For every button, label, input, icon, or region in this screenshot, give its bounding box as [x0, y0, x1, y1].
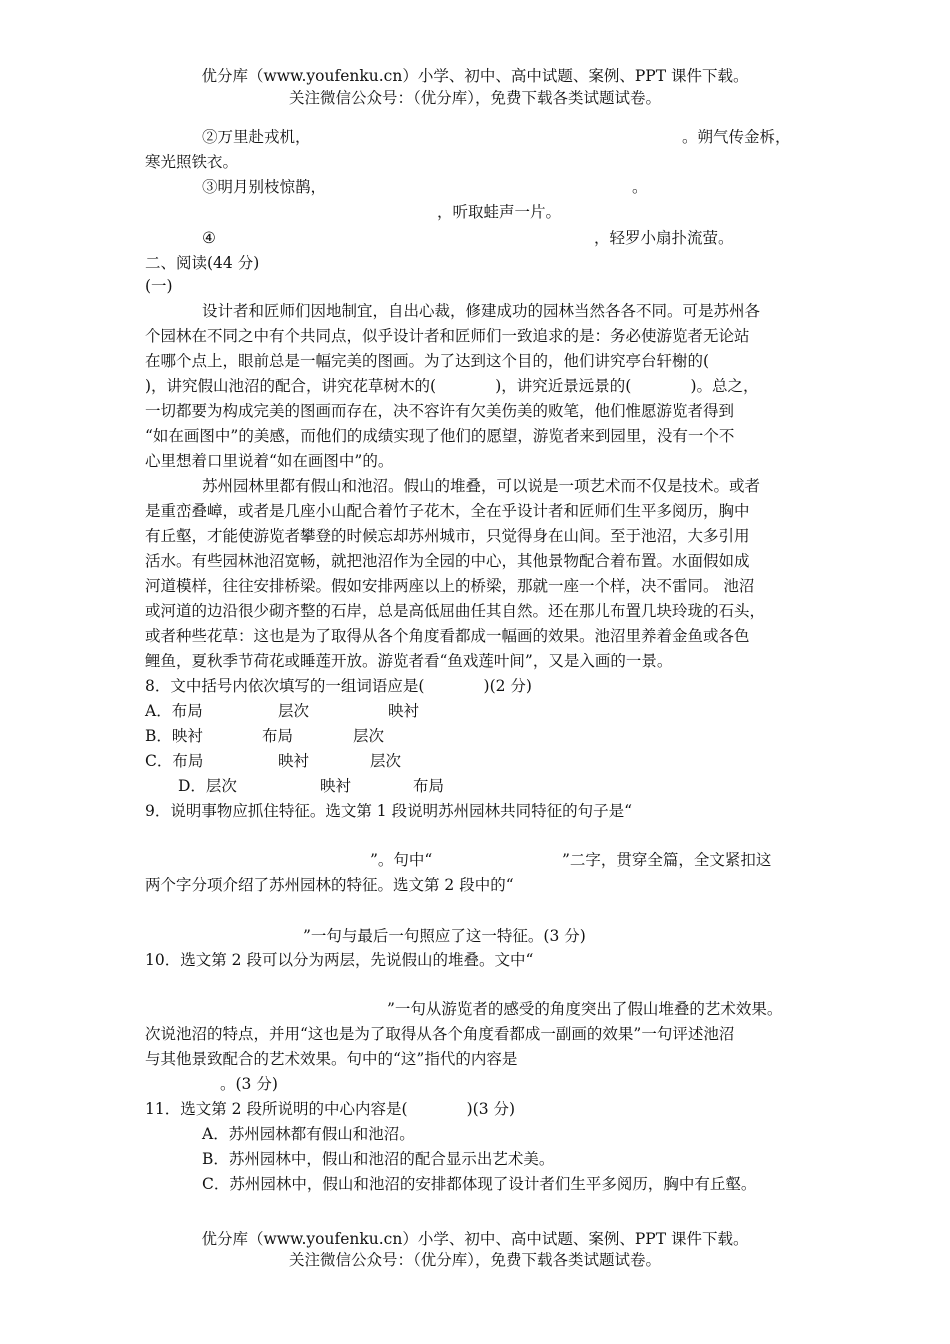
- q8-option-c-2: 映衬: [278, 752, 310, 770]
- q8-option-b-1: B．映衬: [145, 727, 203, 745]
- question-10-line: ”一句从游览者的感受的角度突出了假山堆叠的艺术效果。: [387, 1000, 783, 1018]
- passage-line: 一切都要为构成完美的图画而存在，决不容许有欠美伤美的败笔，他们惟愿游览者得到: [145, 402, 735, 420]
- question-9-line: 9．说明事物应抓住特征。选文第 1 段说明苏州园林共同特征的句子是“: [145, 802, 633, 820]
- poem-3-end: 。: [632, 178, 648, 196]
- q11-option-c: C．苏州园林中，假山和池沼的安排都体现了设计者们生平多阅历，胸中有丘壑。: [202, 1175, 757, 1193]
- poem-3-start: ③明月别枝惊鹊，: [202, 178, 327, 196]
- passage-line: 是重峦叠嶂，或者是几座小山配合着竹子花木，全在乎设计者和匠师们生平多阅历，胸中: [145, 502, 750, 520]
- q11-option-a: A．苏州园林都有假山和池沼。: [202, 1125, 415, 1143]
- q8-option-b-2: 布局: [262, 727, 294, 745]
- header-line-2: 关注微信公众号：（优分库），免费下载各类试题试卷。: [288, 89, 661, 107]
- poem-4-end: ，轻罗小扇扑流萤。: [594, 229, 734, 247]
- poem-3-cont: ，听取蛙声一片。: [437, 203, 562, 221]
- header-line-1: 优分库（www.youfenku.cn）小学、初中、高中试题、案例、PPT 课件下载。: [201, 67, 749, 85]
- q8-option-c-1: C．布局: [145, 752, 204, 770]
- question-9-line: ”一句与最后一句照应了这一特征。(3 分): [303, 927, 586, 945]
- q8-option-a-2: 层次: [278, 702, 310, 720]
- passage-line: 心里想着口里说着“如在画图中”的。: [145, 452, 394, 470]
- q8-option-d-3: 布局: [413, 777, 445, 795]
- footer-line-2: 关注微信公众号：（优分库），免费下载各类试题试卷。: [288, 1251, 661, 1269]
- q8-option-d-1: D．层次: [178, 777, 237, 795]
- passage-line: 在哪个点上，眼前总是一幅完美的图画。为了达到这个目的，他们讲究亭台轩榭的(: [145, 352, 710, 370]
- q8-option-d-2: 映衬: [320, 777, 352, 795]
- passage-line: 个园林在不同之中有个共同点，似乎设计者和匠师们一致追求的是：务必使游览者无论站: [145, 327, 750, 345]
- question-11-stem: 11．选文第 2 段所说明的中心内容是( )(3 分): [145, 1100, 516, 1118]
- passage-line: 有丘壑，才能使游览者攀登的时候忘却苏州城市，只觉得身在山间。至于池沼，大多引用: [145, 527, 750, 545]
- passage-line: 河道模样，往往安排桥梁。假如安排两座以上的桥梁，那就一座一个样，决不雷同。 池沼: [145, 577, 755, 595]
- q8-option-a-3: 映衬: [388, 702, 420, 720]
- passage-line: 设计者和匠师们因地制宜，自出心裁，修建成功的园林当然各各不同。可是苏州各: [202, 302, 761, 320]
- passage-line: 苏州园林里都有假山和池沼。假山的堆叠，可以说是一项艺术而不仅是技术。或者: [202, 477, 761, 495]
- q8-option-a-1: A．布局: [145, 702, 203, 720]
- poem-4-start: ④: [202, 229, 216, 247]
- passage-line: 或者种些花草：这也是为了取得从各个角度看都成一幅画的效果。池沼里养着金鱼或各色: [145, 627, 750, 645]
- question-10-line: 与其他景致配合的艺术效果。句中的“这”指代的内容是: [145, 1050, 518, 1068]
- passage-line: 或河道的边沿很少砌齐整的石岸，总是高低屈曲任其自然。还在那儿布置几块玲珑的石头，: [145, 602, 766, 620]
- q11-option-b: B．苏州园林中，假山和池沼的配合显示出艺术美。: [202, 1150, 555, 1168]
- question-10-line: 10．选文第 2 段可以分为两层，先说假山的堆叠。文中“: [145, 951, 534, 969]
- q8-option-b-3: 层次: [353, 727, 385, 745]
- poem-2-cont: 寒光照铁衣。: [145, 153, 239, 171]
- section-title: 二、阅读(44 分): [145, 254, 260, 272]
- question-8-stem: 8．文中括号内依次填写的一组词语应是( )(2 分): [145, 677, 532, 695]
- footer-line-1: 优分库（www.youfenku.cn）小学、初中、高中试题、案例、PPT 课件下载。: [201, 1230, 749, 1248]
- poem-2-start: ②万里赴戎机，: [202, 128, 311, 146]
- passage-line: 鲤鱼，夏秋季节荷花或睡莲开放。游览者看“鱼戏莲叶间”，又是入画的一景。: [145, 652, 673, 670]
- question-9-line: ”。句中“: [370, 851, 433, 869]
- question-9-line: ”二字，贯穿全篇，全文紧扣这: [562, 851, 772, 869]
- passage-line: )，讲究假山池沼的配合，讲究花草树木的( )，讲究近景远景的( )。总之，: [145, 377, 759, 395]
- poem-2-end: 。朔气传金柝，: [682, 128, 791, 146]
- question-10-line: 次说池沼的特点，并用“这也是为了取得从各个角度看都成一副画的效果”一句评述池沼: [145, 1025, 735, 1043]
- question-9-line: 两个字分项介绍了苏州园林的特征。选文第 2 段中的“: [145, 876, 514, 894]
- question-10-line: 。(3 分): [220, 1075, 278, 1093]
- passage-line: 活水。有些园林池沼宽畅，就把池沼作为全园的中心，其他景物配合着布置。水面假如成: [145, 552, 750, 570]
- q8-option-c-3: 层次: [370, 752, 402, 770]
- section-subtitle: (一): [145, 277, 173, 295]
- passage-line: “如在画图中”的美感，而他们的成绩实现了他们的愿望，游览者来到园里，没有一个不: [145, 427, 735, 445]
